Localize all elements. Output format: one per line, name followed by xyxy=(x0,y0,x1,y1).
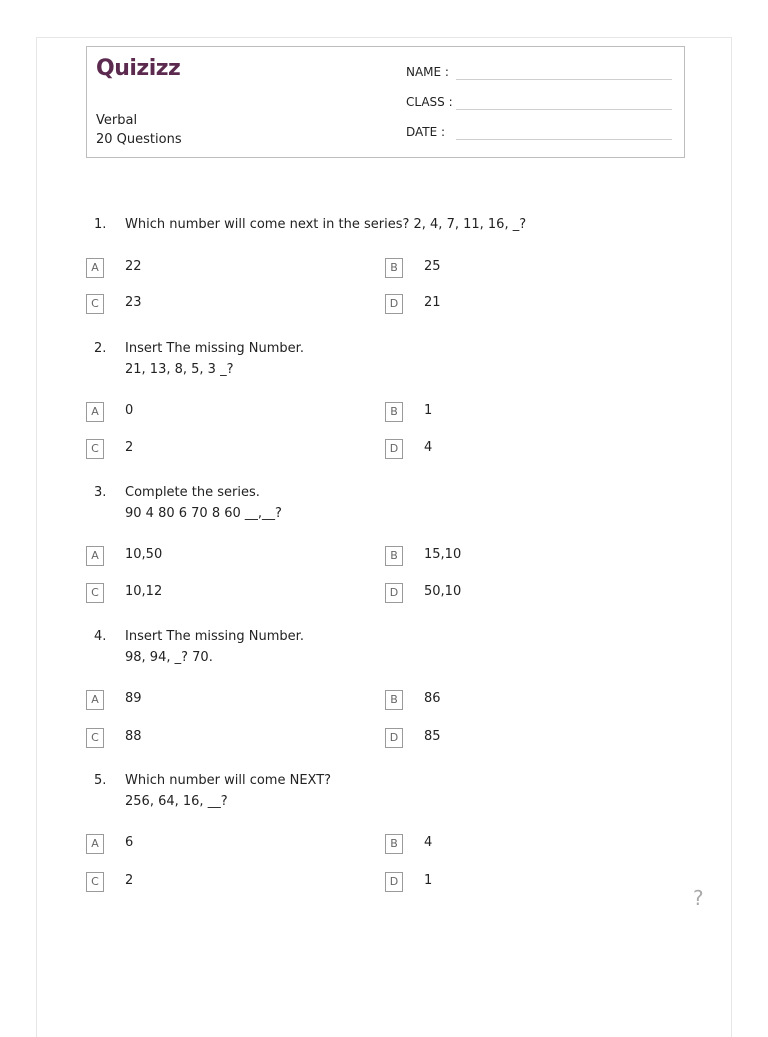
option-letter: D xyxy=(385,872,403,892)
option-value: 4 xyxy=(424,835,433,850)
option-letter: A xyxy=(86,258,104,278)
name-line xyxy=(456,79,672,80)
option-value: 4 xyxy=(424,440,433,455)
option-letter: B xyxy=(385,258,403,278)
option-value: 88 xyxy=(125,729,142,744)
option-letter: D xyxy=(385,439,403,459)
question-number: 2. xyxy=(94,341,107,356)
option-value: 10,12 xyxy=(125,584,163,599)
question-text: 256, 64, 16, __? xyxy=(125,794,228,809)
question-text: Insert The missing Number. xyxy=(125,629,304,644)
option-letter: B xyxy=(385,834,403,854)
class-field xyxy=(406,95,453,109)
option-value: 23 xyxy=(125,295,142,310)
question-text: 98, 94, _? 70. xyxy=(125,650,213,665)
option-letter: D xyxy=(385,583,403,603)
option-value: 2 xyxy=(125,873,134,888)
question-number: 3. xyxy=(94,485,107,500)
class-label: CLASS : xyxy=(406,95,453,109)
question-count: 20 Questions xyxy=(96,132,182,147)
option-letter: C xyxy=(86,294,104,314)
option-value: 1 xyxy=(424,403,433,418)
option-value: 89 xyxy=(125,691,142,706)
option-letter: A xyxy=(86,402,104,422)
option-value: 50,10 xyxy=(424,584,462,599)
option-value: 85 xyxy=(424,729,441,744)
question-number: 1. xyxy=(94,217,107,232)
question-number: 5. xyxy=(94,773,107,788)
worksheet-header xyxy=(86,46,685,158)
name-field xyxy=(406,65,449,79)
option-value: 1 xyxy=(424,873,433,888)
option-letter: C xyxy=(86,439,104,459)
option-value: 15,10 xyxy=(424,547,462,562)
option-letter: B xyxy=(385,546,403,566)
question-text: 21, 13, 8, 5, 3 _? xyxy=(125,362,234,377)
question-text: Insert The missing Number. xyxy=(125,341,304,356)
option-letter: B xyxy=(385,690,403,710)
option-letter: C xyxy=(86,728,104,748)
option-letter: A xyxy=(86,690,104,710)
question-text: Which number will come next in the series? 2, 4, 7, 11, 16, _? xyxy=(125,217,527,232)
option-value: 2 xyxy=(125,440,134,455)
option-letter: A xyxy=(86,546,104,566)
option-value: 25 xyxy=(424,259,441,274)
date-field xyxy=(406,125,445,139)
class-line xyxy=(456,109,672,110)
option-value: 86 xyxy=(424,691,441,706)
option-letter: B xyxy=(385,402,403,422)
date-label: DATE : xyxy=(406,125,446,139)
worksheet-subject: Verbal xyxy=(96,113,138,128)
option-value: 10,50 xyxy=(125,547,163,562)
date-line xyxy=(456,139,672,140)
question-text: 90 4 80 6 70 8 60 __,__? xyxy=(125,506,282,521)
option-value: 21 xyxy=(424,295,441,310)
worksheet-page xyxy=(36,37,732,1037)
option-letter: C xyxy=(86,872,104,892)
name-label: NAME : xyxy=(406,65,449,79)
question-number: 4. xyxy=(94,629,107,644)
option-value: 22 xyxy=(125,259,142,274)
help-icon[interactable]: ? xyxy=(693,886,704,910)
option-letter: C xyxy=(86,583,104,603)
option-letter: A xyxy=(86,834,104,854)
option-letter: D xyxy=(385,294,403,314)
option-letter: D xyxy=(385,728,403,748)
option-value: 6 xyxy=(125,835,134,850)
option-value: 0 xyxy=(125,403,134,418)
quizizz-logo: Quizizz xyxy=(96,56,181,81)
question-text: Complete the series. xyxy=(125,485,260,500)
question-text: Which number will come NEXT? xyxy=(125,773,332,788)
